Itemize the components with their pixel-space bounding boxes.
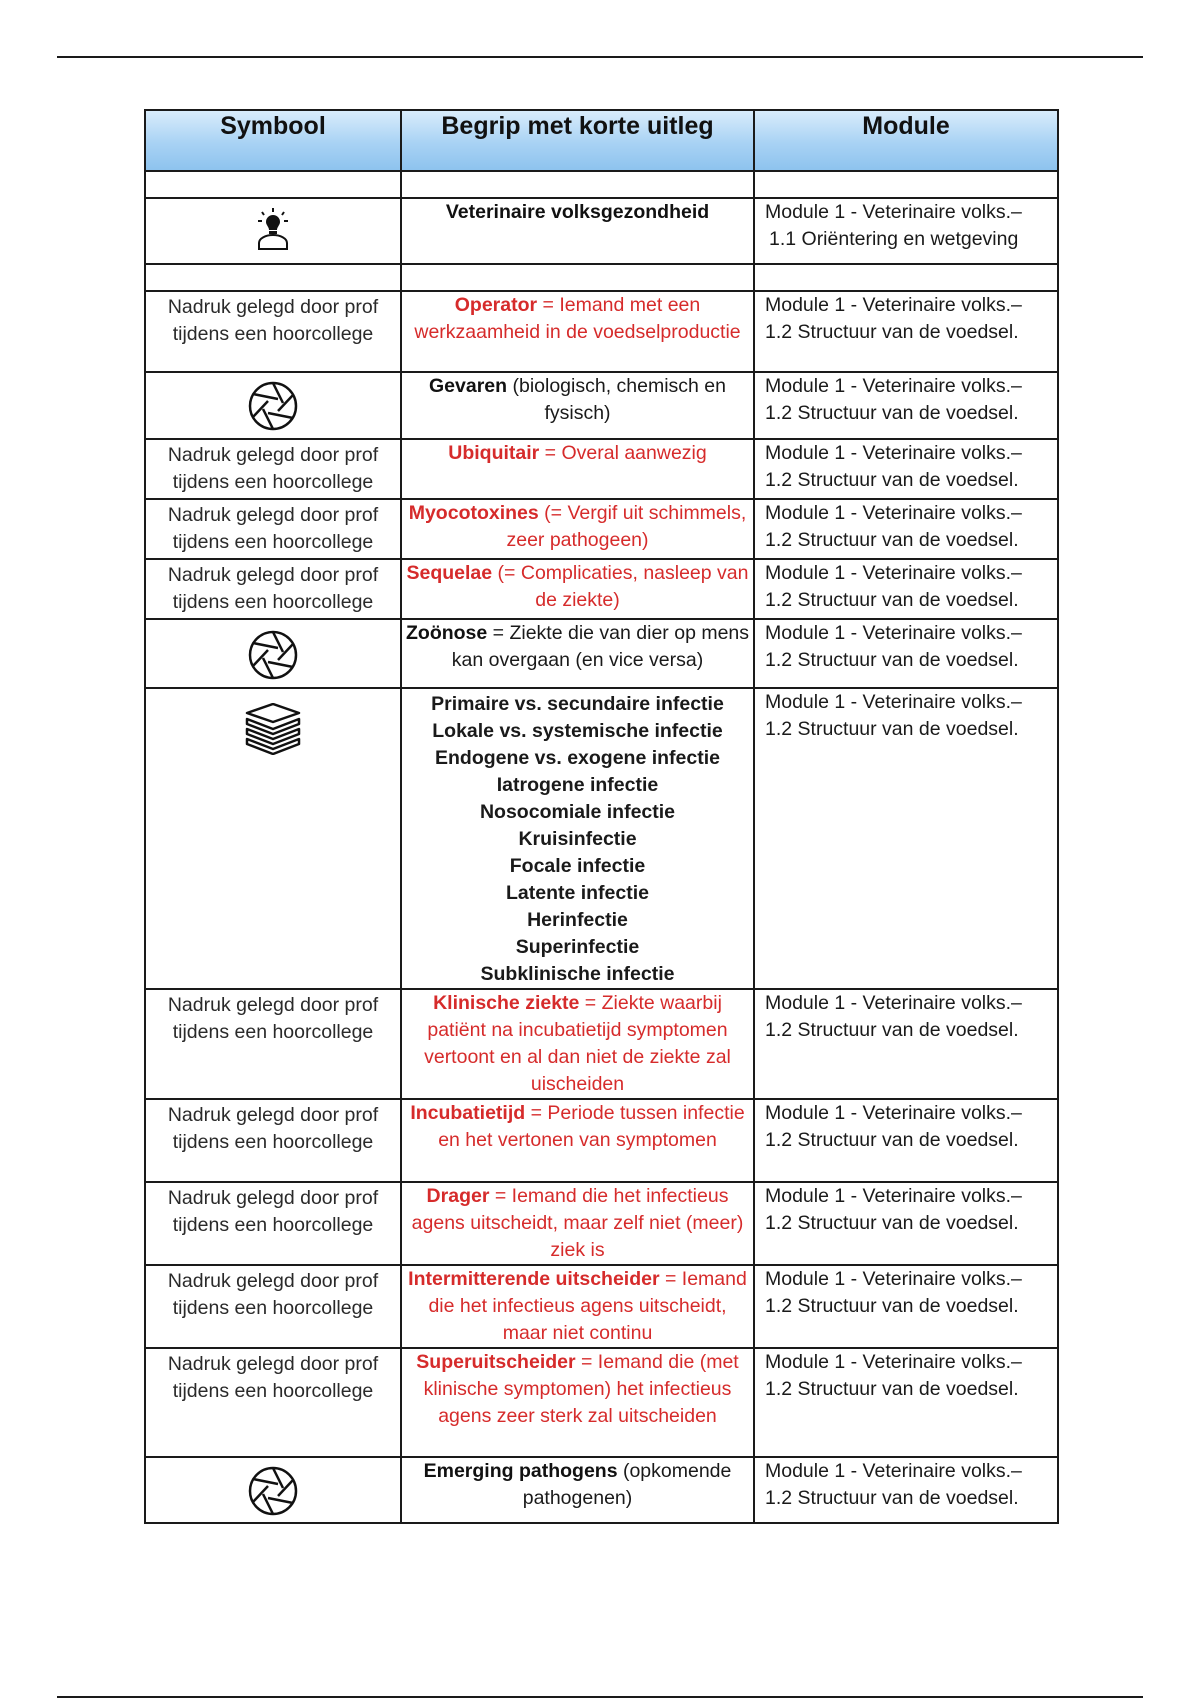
module-cell: Module 1 - Veterinaire volks.– 1.2 Structuur van de voedsel. <box>754 499 1058 559</box>
symbol-cell: Nadruk gelegd door prof tijdens een hoorcollege <box>145 1348 401 1457</box>
term-cell: Zoönose = Ziekte die van dier op mens kan overgaan (en vice versa) <box>401 619 754 688</box>
module-cell: Module 1 - Veterinaire volks.– 1.2 Structuur van de voedsel. <box>754 619 1058 688</box>
table-row <box>145 198 1058 264</box>
module-cell: Module 1 - Veterinaire volks.– 1.2 Structuur van de voedsel. <box>754 439 1058 499</box>
header-row <box>145 110 1058 171</box>
module-cell: Module 1 - Veterinaire volks.– 1.2 Structuur van de voedsel. <box>754 1099 1058 1182</box>
top-rule <box>57 56 1143 58</box>
aperture-icon <box>248 381 298 431</box>
table-row <box>145 989 1058 1099</box>
infection-type: Herinfectie <box>527 909 628 931</box>
symbol-cell <box>145 198 401 264</box>
module-cell: Module 1 - Veterinaire volks.– 1.2 Structuur van de voedsel. <box>754 559 1058 619</box>
module-cell: Module 1 - Veterinaire volks.– 1.2 Structuur van de voedsel. <box>754 372 1058 439</box>
module-cell: Module 1 - Veterinaire volks.– 1.1 Oriëntering en wetgeving <box>754 198 1058 264</box>
term-cell: Myocotoxines (= Vergif uit schimmels, zeer pathogeen) <box>401 499 754 559</box>
symbol-cell: Nadruk gelegd door prof tijdens een hoorcollege <box>145 1099 401 1182</box>
term-cell <box>401 688 754 989</box>
module-cell: Module 1 - Veterinaire volks.– 1.2 Structuur van de voedsel. <box>754 1457 1058 1523</box>
table-row <box>145 372 1058 439</box>
infection-type: Subklinische infectie <box>480 963 675 985</box>
table-row <box>145 499 1058 559</box>
spacer-row <box>145 171 1058 198</box>
infection-type: Kruisinfectie <box>518 828 637 850</box>
module-cell: Module 1 - Veterinaire volks.– 1.2 Structuur van de voedsel. <box>754 1348 1058 1457</box>
table-row <box>145 1265 1058 1348</box>
table-row <box>145 559 1058 619</box>
symbol-cell <box>145 372 401 439</box>
glossary-table <box>144 109 1059 1524</box>
layers-icon <box>244 703 302 755</box>
term-cell: Emerging pathogens (opkomende pathogenen) <box>401 1457 754 1523</box>
term-cell: Intermitterende uitscheider = Iemand die het infectieus agens uitscheidt, maar niet continu <box>401 1265 754 1348</box>
symbol-cell: Nadruk gelegd door prof tijdens een hoorcollege <box>145 989 401 1099</box>
infection-type: Nosocomiale infectie <box>479 801 676 823</box>
module-cell: Module 1 - Veterinaire volks.– 1.2 Structuur van de voedsel. <box>754 291 1058 372</box>
table-row <box>145 1182 1058 1265</box>
infection-type: Endogene vs. exogene infectie <box>435 747 720 769</box>
module-cell: Module 1 - Veterinaire volks.– 1.2 Structuur van de voedsel. <box>754 688 1058 989</box>
infection-type: Focale infectie <box>509 855 646 877</box>
infection-type: Latente infectie <box>505 882 650 904</box>
symbol-cell <box>145 688 401 989</box>
header-symbool: Symbool <box>145 110 401 171</box>
term-cell: Incubatietijd = Periode tussen infectie en het vertonen van symptomen <box>401 1099 754 1182</box>
module-cell: Module 1 - Veterinaire volks.– 1.2 Structuur van de voedsel. <box>754 989 1058 1099</box>
term-cell: Drager = Iemand die het infectieus agens uitscheidt, maar zelf niet (meer) ziek is <box>401 1182 754 1265</box>
lightbulb-person-icon <box>253 207 293 251</box>
table-row <box>145 439 1058 499</box>
term-cell: Klinische ziekte = Ziekte waarbij patiënt na incubatietijd symptomen vertoont en al dan niet de ziekte zal uischeiden <box>401 989 754 1099</box>
symbol-cell: Nadruk gelegd door prof tijdens een hoorcollege <box>145 559 401 619</box>
table-row <box>145 688 1058 989</box>
module-cell: Module 1 - Veterinaire volks.– 1.2 Structuur van de voedsel. <box>754 1182 1058 1265</box>
table-row <box>145 619 1058 688</box>
symbol-cell: Nadruk gelegd door prof tijdens een hoorcollege <box>145 1265 401 1348</box>
spacer-row <box>145 264 1058 291</box>
symbol-cell: Nadruk gelegd door prof tijdens een hoorcollege <box>145 291 401 372</box>
symbol-cell: Nadruk gelegd door prof tijdens een hoorcollege <box>145 439 401 499</box>
table-row <box>145 291 1058 372</box>
header-begrip: Begrip met korte uitleg <box>401 110 754 171</box>
module-cell: Module 1 - Veterinaire volks.– 1.2 Structuur van de voedsel. <box>754 1265 1058 1348</box>
table-row <box>145 1099 1058 1182</box>
header-module: Module <box>754 110 1058 171</box>
term-cell: Gevaren (biologisch, chemisch en fysisch) <box>401 372 754 439</box>
term-cell: Veterinaire volksgezondheid <box>401 198 754 264</box>
aperture-icon <box>248 630 298 680</box>
symbol-cell <box>145 1457 401 1523</box>
symbol-cell: Nadruk gelegd door prof tijdens een hoorcollege <box>145 1182 401 1265</box>
symbol-cell: Nadruk gelegd door prof tijdens een hoorcollege <box>145 499 401 559</box>
term-cell: Ubiquitair = Overal aanwezig <box>401 439 754 499</box>
infection-type: Lokale vs. systemische infectie <box>432 720 723 742</box>
bottom-rule <box>57 1696 1143 1698</box>
term-cell: Sequelae (= Complicaties, nasleep van de ziekte) <box>401 559 754 619</box>
table-row <box>145 1457 1058 1523</box>
term-cell: Superuitscheider = Iemand die (met klinische symptomen) het infectieus agens zeer sterk zal uitscheiden <box>401 1348 754 1457</box>
infection-type: Primaire vs. secundaire infectie <box>431 693 724 715</box>
infection-type: Iatrogene infectie <box>496 774 659 796</box>
infection-type: Superinfectie <box>515 936 640 958</box>
table-row <box>145 1348 1058 1457</box>
symbol-cell <box>145 619 401 688</box>
term-cell: Operator = Iemand met een werkzaamheid in de voedselproductie <box>401 291 754 372</box>
aperture-icon <box>248 1466 298 1516</box>
